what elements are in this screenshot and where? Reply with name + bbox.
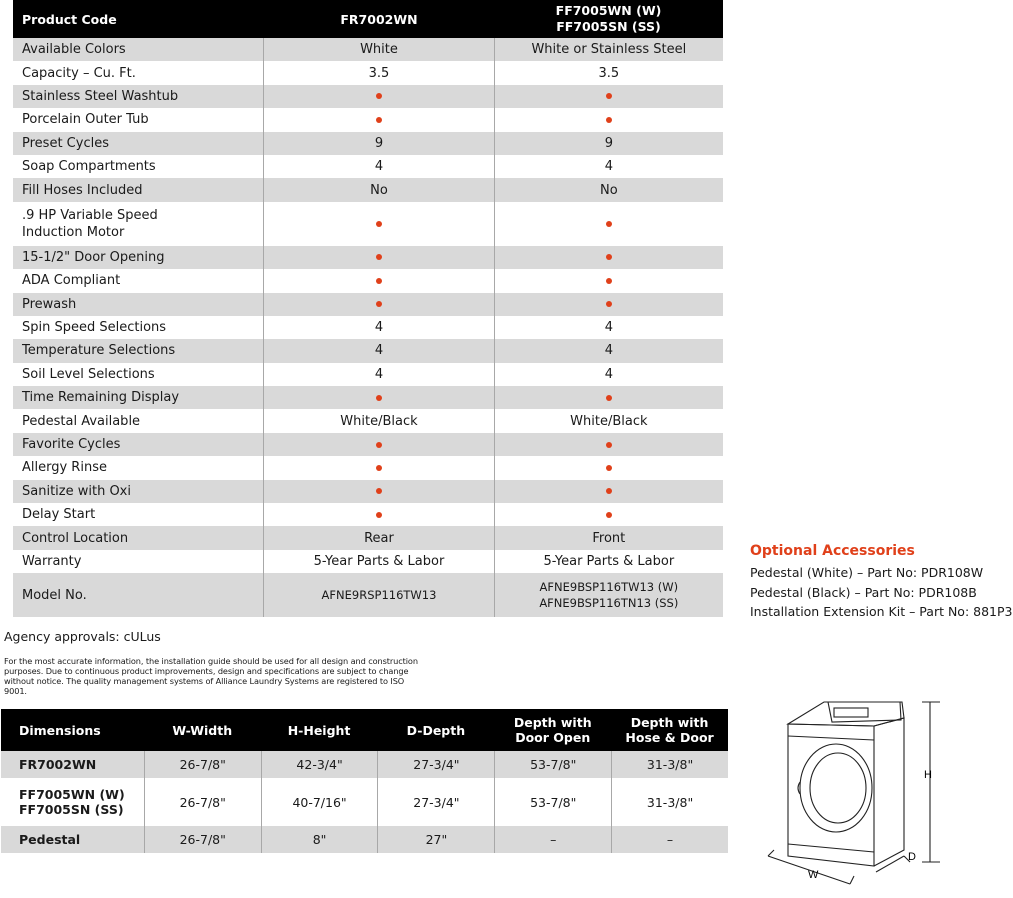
spec-value-model2: White or Stainless Steel [494,38,723,61]
spec-row [13,339,723,362]
spec-value-model1: 4 [263,363,493,386]
feature-included-dot [263,456,493,479]
dimension-value-hose: – [611,826,728,853]
dimensions-table [1,709,728,853]
dimension-value-open: 53-7/8" [494,778,611,826]
spec-row [13,409,723,432]
spec-row-label: Model No. [22,587,87,603]
spec-row-label: 15-1/2" Door Opening [22,249,165,265]
agency-approvals: Agency approvals: cULus [4,629,161,644]
dim-header-hose-door: Depth with Hose & Door [625,715,714,745]
spec-value-model1: 5-Year Parts & Labor [263,550,493,573]
optional-accessories [750,543,1013,622]
dimensions-row [1,778,728,826]
spec-row-label: Sanitize with Oxi [22,483,131,499]
dim-header-height: H-Height [287,722,351,738]
spec-row [13,108,723,131]
feature-included-dot [494,269,723,292]
bullet-icon [376,93,382,99]
spec-row [13,132,723,155]
spec-value-model2: 9 [494,132,723,155]
spec-row-label: Capacity – Cu. Ft. [22,65,136,81]
spec-row-label: Pedestal Available [22,413,141,429]
dimension-value-w: 26-7/8" [144,751,261,778]
spec-row-label: Temperature Selections [22,343,176,359]
spec-value-model2: No [494,178,723,201]
feature-included-dot [263,433,493,456]
dimensions-row-name: Pedestal [19,832,81,847]
accessory-item: Pedestal (White) – Part No: PDR108W [750,565,984,580]
spec-value-model1: White/Black [263,409,493,432]
bullet-icon [606,278,612,284]
feature-included-dot [494,293,723,316]
spec-row-label: Favorite Cycles [22,437,121,453]
feature-included-dot [263,386,493,409]
spec-value-model1: AFNE9RSP116TW13 [263,573,493,617]
accessory-item: Pedestal (Black) – Part No: PDR108B [750,584,977,600]
spec-row [13,269,723,292]
feature-included-dot [263,85,493,108]
bullet-icon [376,395,382,401]
spec-row-label: Allergy Rinse [22,460,107,476]
bullet-icon [376,221,382,227]
feature-included-dot [494,386,723,409]
feature-included-dot [263,108,493,131]
spec-value-model1: No [263,178,493,201]
spec-row-label: Spin Speed Selections [22,320,167,336]
bullet-icon [376,488,382,494]
bullet-icon [606,442,612,448]
dimension-value-open: – [494,826,611,853]
spec-header-label: Product Code [22,11,117,27]
spec-row [13,480,723,503]
spec-value-model2: 4 [494,316,723,339]
feature-included-dot [263,246,493,269]
dimension-value-hose: 31-3/8" [611,751,728,778]
dimension-value-h: 8" [261,826,378,853]
spec-value-model1: White [263,38,493,61]
spec-row [13,363,723,386]
spec-value-model1: 9 [263,132,493,155]
bullet-icon [606,512,612,518]
spec-value-model1: 4 [263,316,493,339]
spec-value-model2: AFNE9BSP116TW13 (W) AFNE9BSP116TN13 (SS) [494,573,723,617]
spec-row [13,386,723,409]
control-panel [828,702,901,722]
spec-row [13,178,723,201]
spec-value-model2: 4 [494,363,723,386]
height-dimension-line [922,702,940,862]
dimension-value-hose: 31-3/8" [611,778,728,826]
feature-included-dot [494,108,723,131]
spec-row-label: Delay Start [22,507,96,523]
dimension-value-h: 42-3/4" [261,751,378,778]
spec-row-label: Stainless Steel Washtub [22,88,179,104]
accessories-title: Optional Accessories [750,543,915,559]
spec-row [13,293,723,316]
bullet-icon [606,254,612,260]
spec-row [13,202,723,246]
feature-included-dot [494,246,723,269]
bullet-icon [376,442,382,448]
spec-value-model2: 4 [494,339,723,362]
spec-value-model2: Front [494,526,723,549]
bullet-icon [606,465,612,471]
dimensions-row-name: FF7005WN (W) FF7005SN (SS) [19,787,125,817]
dimension-value-h: 40-7/16" [261,778,378,826]
spec-row-label: Soil Level Selections [22,366,155,382]
height-label: H [924,769,932,781]
feature-included-dot [263,269,493,292]
feature-included-dot [263,480,493,503]
spec-row-label: Time Remaining Display [22,390,180,406]
bullet-icon [606,488,612,494]
bullet-icon [376,254,382,260]
washer-dimension-diagram [754,696,954,886]
spec-table [13,0,723,617]
disclaimer-text: For the most accurate information, the installation guide should be used for all design and construction purposes. Due to continuous product improvements, design and specifications are subject to change without notice. The quality management systems of Alliance Laundry Systems are registered to ISO 9001. [4,656,418,696]
dim-header-door-open: Depth with Door Open [513,715,592,745]
feature-included-dot [494,433,723,456]
dimension-value-d: 27-3/4" [377,751,494,778]
spec-value-model2: White/Black [494,409,723,432]
spec-row-label: .9 HP Variable Speed Induction Motor [22,207,158,240]
bullet-icon [606,93,612,99]
spec-header-model2: FF7005WN (W) FF7005SN (SS) [555,3,662,34]
spec-row [13,433,723,456]
spec-row-label: Available Colors [22,42,126,58]
dim-header-width: W-Width [172,722,233,738]
feature-included-dot [263,293,493,316]
spec-value-model2: 5-Year Parts & Labor [494,550,723,573]
spec-header-model1: FR7002WN [340,11,418,27]
dimensions-header-row [1,709,728,751]
spec-row [13,316,723,339]
washer-side [874,718,904,866]
bullet-icon [376,301,382,307]
dimension-value-open: 53-7/8" [494,751,611,778]
dim-header-label: Dimensions [19,722,101,738]
dimension-value-w: 26-7/8" [144,778,261,826]
bullet-icon [606,395,612,401]
accessory-item: Installation Extension Kit – Part No: 881P3 [750,604,1013,619]
feature-included-dot [263,202,493,246]
spec-header-row [13,0,723,38]
feature-included-dot [494,202,723,246]
spec-row [13,246,723,269]
feature-included-dot [263,503,493,526]
spec-row-label: Fill Hoses Included [22,182,143,198]
spec-row [13,155,723,178]
spec-value-model2: 3.5 [494,61,723,84]
bullet-icon [376,278,382,284]
bullet-icon [376,117,382,123]
spec-row [13,61,723,84]
dimensions-row [1,826,728,853]
feature-included-dot [494,480,723,503]
bullet-icon [606,221,612,227]
depth-dimension-line [876,856,910,872]
dimension-value-w: 26-7/8" [144,826,261,853]
spec-value-model2: 4 [494,155,723,178]
spec-row [13,573,723,617]
dimension-value-d: 27-3/4" [377,778,494,826]
bullet-icon [376,512,382,518]
spec-value-model1: 4 [263,339,493,362]
width-label: W [808,869,819,881]
spec-row-label: Warranty [22,554,82,569]
spec-row [13,85,723,108]
spec-value-model1: Rear [263,526,493,549]
spec-row [13,550,723,573]
depth-label: D [908,851,916,863]
dimension-value-d: 27" [377,826,494,853]
spec-row [13,38,723,61]
spec-row [13,456,723,479]
washer-door [800,744,872,832]
feature-included-dot [494,456,723,479]
spec-value-model1: 3.5 [263,61,493,84]
bullet-icon [606,117,612,123]
dimensions-row-name: FR7002WN [19,757,97,772]
bullet-icon [376,465,382,471]
bullet-icon [606,301,612,307]
spec-value-model1: 4 [263,155,493,178]
dimensions-row [1,751,728,778]
spec-row-label: Porcelain Outer Tub [22,112,149,128]
spec-row-label: Soap Compartments [22,159,156,175]
spec-row-label: Preset Cycles [22,135,109,151]
feature-included-dot [494,85,723,108]
spec-row [13,503,723,526]
spec-row-label: ADA Compliant [22,273,121,289]
spec-row [13,526,723,549]
display-window [834,708,868,717]
dim-header-depth: D-Depth [406,722,466,738]
spec-row-label: Prewash [22,296,77,312]
feature-included-dot [494,503,723,526]
spec-row-label: Control Location [22,530,129,546]
